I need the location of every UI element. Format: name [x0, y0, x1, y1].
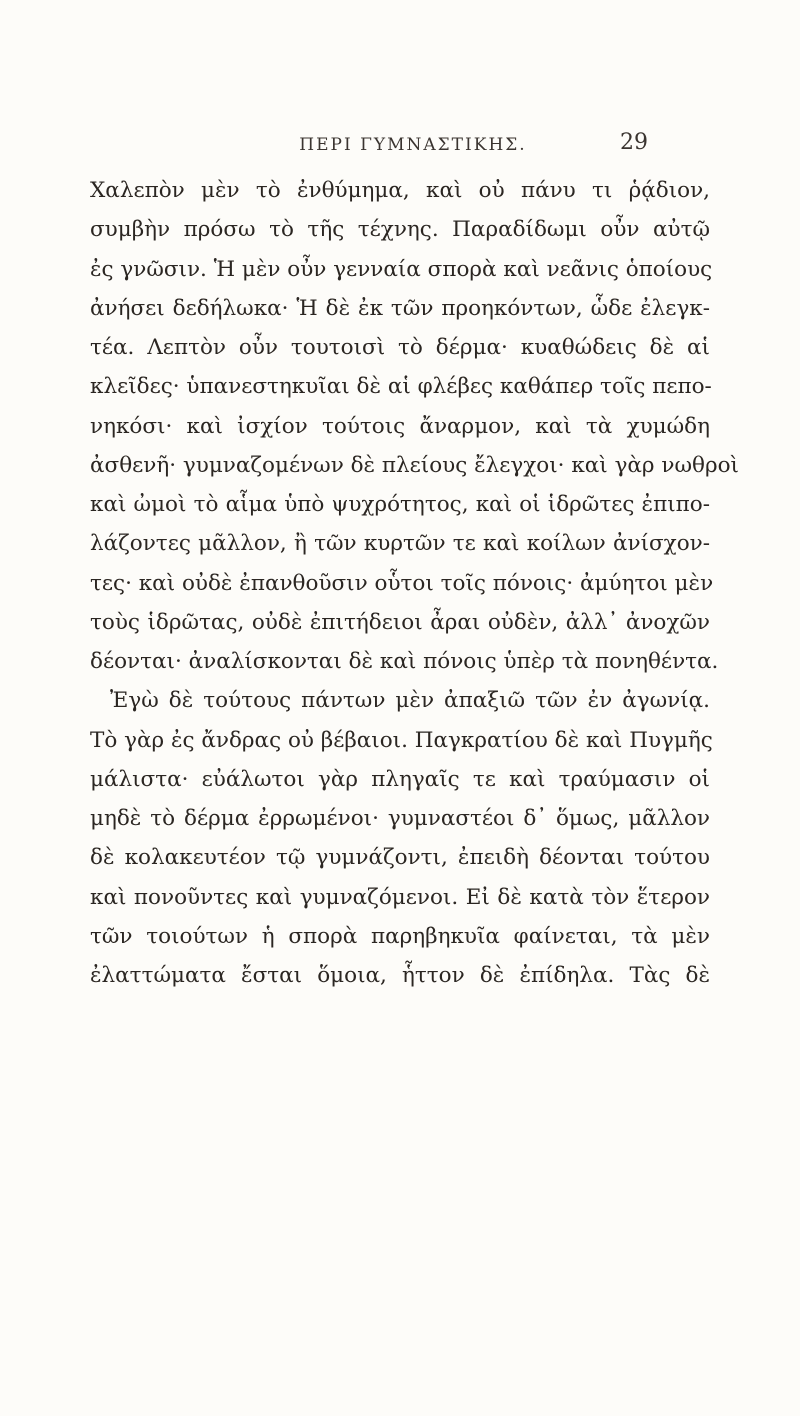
running-title: ΠΕΡΙ ΓΥΜΝΑΣΤΙΚΗΣ.	[299, 135, 527, 155]
text-line: δὲ κολακευτέον τῷ γυμνάζοντι, ἐπειδὴ δέονται τούτου	[90, 845, 710, 871]
text-line: ἀσθενῆ· γυμναζομένων δὲ πλείους ἔλεγχοι· καὶ γὰρ νωθροὶ	[90, 452, 739, 478]
text-line: τοὺς ἱδρῶτας, οὐδὲ ἐπιτήδειοι ἆραι οὐδὲν, ἀλλ᾽ ἀνοχῶν	[90, 609, 710, 635]
text-line: ἐς γνῶσιν. Ἡ μὲν οὖν γενναία σπορὰ καὶ νεᾶνις ὁποίους	[90, 256, 713, 282]
page-number: 29	[620, 130, 648, 155]
text-line: νηκόσι· καὶ ἰσχίον τούτοις ἄναρμον, καὶ τὰ χυμώδη	[90, 413, 710, 439]
text-line: συμβὴν πρόσω τὸ τῆς τέχνης. Παραδίδωμι οὖν αὐτῷ	[90, 217, 710, 243]
text-line: ἀνήσει δεδήλωκα· Ἡ δὲ ἐκ τῶν προηκόντων, ὧδε ἐλεγκ-	[90, 295, 710, 321]
text-line: Χαλεπὸν μὲν τὸ ἐνθύμημα, καὶ οὐ πάνυ τι ῥᾴδιον,	[90, 178, 710, 203]
text-line: ἐλαττώματα ἔσται ὅμοια, ἧττον δὲ ἐπίδηλα. Τὰς δὲ	[90, 963, 710, 988]
text-line: μάλιστα· εὐάλωτοι γὰρ πληγαῖς τε καὶ τραύμασιν οἱ	[90, 766, 710, 792]
text-line: τες· καὶ οὐδὲ ἐπανθοῦσιν οὗτοι τοῖς πόνοις· ἀμύητοι μὲν	[90, 570, 714, 596]
paragraph-start-line: Ἐγὼ δὲ τούτους πάντων μὲν ἀπαξιῶ τῶν ἐν ἀγωνίᾳ.	[110, 688, 710, 714]
text-line: καὶ ὠμοὶ τὸ αἷμα ὑπὸ ψυχρότητος, καὶ οἱ ἱδρῶτες ἐπιπο-	[90, 492, 710, 517]
text-line: καὶ πονοῦντες καὶ γυμναζόμενοι. Εἰ δὲ κατὰ τὸν ἕτερον	[90, 884, 710, 910]
body-text	[90, 171, 739, 995]
text-line: μηδὲ τὸ δέρμα ἐρρωμένοι· γυμναστέοι δ᾽ ὅμως, μᾶλλον	[90, 806, 710, 831]
text-line: τῶν τοιούτων ἡ σπορὰ παρηβηκυῖα φαίνεται, τὰ μὲν	[90, 923, 710, 949]
text-line: κλεῖδες· ὑπανεστηκυῖαι δὲ αἱ φλέβες καθάπερ τοῖς πεπο-	[90, 374, 712, 400]
text-line: Τὸ γὰρ ἐς ἄνδρας οὐ βέβαιοι. Παγκρατίου δὲ καὶ Πυγμῆς	[90, 727, 713, 753]
text-line: λάζοντες μᾶλλον, ἢ τῶν κυρτῶν τε καὶ κοίλων ἀνίσχον-	[90, 531, 710, 557]
text-line: δέονται· ἀναλίσκονται δὲ καὶ πόνοις ὑπὲρ τὰ πονηθέντα.	[90, 649, 719, 674]
text-line: τέα. Λεπτὸν οὖν τουτοισὶ τὸ δέρμα· κυαθώδεις δὲ αἱ	[90, 335, 710, 360]
